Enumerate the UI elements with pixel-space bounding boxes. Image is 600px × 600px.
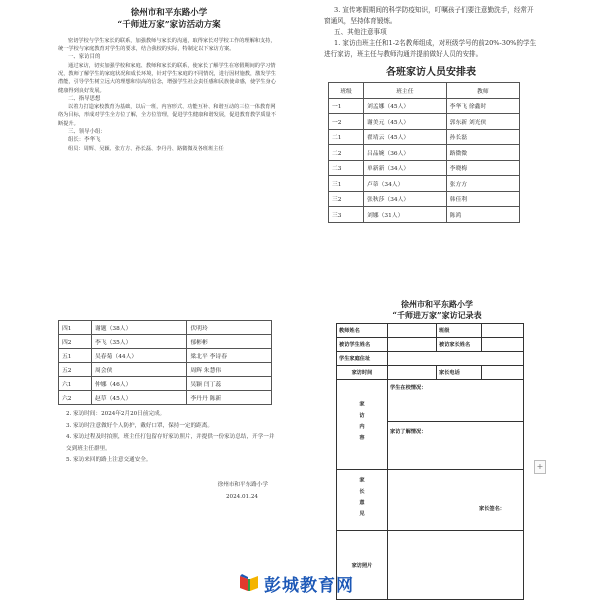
cell-teacher: 伏明玲 [187, 321, 272, 335]
form-title: “千师进万家”家访记录表 [392, 310, 482, 320]
value-student-name[interactable] [388, 338, 437, 352]
cell-class: 一2 [329, 114, 364, 130]
section-guideline-heading: 二、指导思想 [68, 95, 101, 102]
header-homeroom: 班主任 [364, 83, 447, 99]
cell-teacher: 韩佳利 [446, 191, 519, 207]
record-form-page [330, 297, 544, 597]
item-5: 5. 家访来回的路上注意交通安全。 [66, 457, 152, 463]
schedule-continued-page [58, 312, 280, 558]
record-form-table [336, 323, 524, 600]
cell-class: 二1 [329, 129, 364, 145]
table-row [59, 349, 272, 363]
value-teacher-name[interactable] [388, 324, 437, 338]
plan-title: “千师进万家”家访活动方案 [117, 20, 221, 30]
item-2: 2. 家访时间：2024年2月20日前完成。 [66, 411, 166, 417]
cell-teacher: 陈鸿 [446, 207, 519, 223]
header-teacher: 教师 [446, 83, 519, 99]
site-logo[interactable] [238, 571, 364, 595]
item-3: 3. 家访时注意做好个人防护，戴好口罩，保持一定的距离。 [66, 422, 213, 429]
table-row [59, 377, 272, 391]
section-notes-heading: 五、其他注意事项 [334, 28, 387, 36]
cell-class: 二3 [329, 160, 364, 176]
cell-homeroom: 刘娜（31人） [364, 207, 447, 223]
cell-class: 五2 [59, 363, 92, 377]
cell-class: 四1 [59, 321, 92, 335]
cell-homeroom: 刘孟娜（45人） [364, 98, 447, 114]
members-line: 组员：周辉、吴颖、张方方、孙长磊、李丹丹、路微微及各班班主任 [68, 145, 224, 152]
label-photo: 家访照片 [337, 531, 388, 600]
cell-class: 五1 [59, 349, 92, 363]
label-address: 学生家庭住址 [337, 352, 388, 366]
cell-teacher: 路微微 [446, 145, 519, 161]
label-teacher-name: 教师姓名 [337, 324, 388, 338]
school-status-label: 学生在校情况： [390, 385, 427, 391]
table-row [329, 176, 520, 192]
cell-class: 六1 [59, 377, 92, 391]
table-row [329, 207, 520, 223]
cell-homeroom: 谢美元（45人） [364, 114, 447, 130]
table-row [59, 391, 272, 405]
cell-class: 三1 [329, 176, 364, 192]
intro-paragraph: 密切学校与学生家长的联系，加强教师与家长的沟通，取得家长对学校工作的理解和支持，统一学校与家庭教育对学生的要求，结合我校的实际，特制定以下家访方案。 [58, 38, 276, 53]
label-student-name: 被访学生姓名 [337, 338, 388, 352]
cell-homeroom: 仲娜（46人） [92, 377, 187, 391]
header-class: 班级 [329, 83, 364, 99]
book-logo-icon [238, 573, 260, 593]
table-row [59, 321, 272, 335]
cell-teacher: 郁彬彬 [187, 335, 272, 349]
schedule-table [328, 82, 520, 223]
table-row [329, 98, 520, 114]
cell-teacher: 吴颖 闫丁蕊 [187, 377, 272, 391]
value-visit-time[interactable] [388, 366, 437, 380]
label-visit-time: 家访时间 [337, 366, 388, 380]
cell-homeroom: 谢题（38人） [92, 321, 187, 335]
section-purpose-body: 通过家访，切实加强学校和家庭、教师和家长的联系，使家长了解学生在寒假期间的学习情况，教师了解学生的家庭状况和成长环境，针对学生家庭的不同情况，进行因材施教，激发学生潜能，引导学生树立远大的理想和崇高的信念，增强学生社会责任感和民族使命感，使学生身心健康得到良好发展。 [58, 62, 276, 94]
label-parent-name: 被访家长姓名 [437, 338, 482, 352]
table-row [59, 335, 272, 349]
cell-class: 二2 [329, 145, 364, 161]
table-row [329, 129, 520, 145]
table-row [329, 160, 520, 176]
cell-teacher: 孙长磊 [446, 129, 519, 145]
school-name: 徐州市和平东路小学 [130, 8, 208, 18]
section-purpose-heading: 一、家访目的 [68, 54, 101, 61]
cell-class: 三2 [329, 191, 364, 207]
label-visit-content [337, 380, 388, 470]
value-address[interactable] [388, 352, 524, 366]
logo-text: 彭城教育网 [264, 575, 354, 596]
cell-homeroom: 单新新（34人） [364, 160, 447, 176]
add-row-button[interactable]: + [534, 460, 546, 474]
label-class: 班级 [437, 324, 482, 338]
leader-line: 组长：李华飞 [68, 137, 101, 144]
cell-homeroom: 卢蒂（34人） [364, 176, 447, 192]
item-3: 3. 宣传寒假期间的科学防疫知识，叮嘱孩子们要注意勤洗手，经常开窗通风，坚持体育锻炼。 [324, 6, 534, 25]
cell-teacher: 李华飞 徐鑫时 [446, 98, 519, 114]
home-status-cell[interactable] [388, 422, 524, 470]
cell-homeroom: 吴春菊（44人） [92, 349, 187, 363]
schedule-table-continued [58, 320, 272, 405]
cell-teacher: 郭东新 刘光侠 [446, 114, 519, 130]
value-parent-phone[interactable] [482, 366, 524, 380]
signature-school: 徐州市和平东路小学 [217, 481, 268, 488]
table-row [329, 114, 520, 130]
table-row [329, 145, 520, 161]
section-leaders-heading: 三、领导小组： [68, 128, 106, 135]
label-parent-opinion [337, 470, 388, 531]
table-row [59, 363, 272, 377]
home-status-label: 家访了解情况： [390, 429, 427, 435]
photo-cell[interactable] [388, 531, 524, 600]
parent-opinion-label: 家长意见 [358, 476, 365, 522]
signature-date: 2024.01.24 [225, 493, 258, 500]
schedule-table-title: 各班家访人员安排表 [386, 67, 476, 78]
cell-homeroom: 张秋莎（34人） [364, 191, 447, 207]
cell-teacher: 周辉 朱慧伟 [187, 363, 272, 377]
item-1: 1. 家访由班主任和1-2名教师组成，对班级学号的前20%-30%的学生进行家访，班主任与教师沟通并提前做好人员的安排。 [324, 39, 537, 58]
cell-teacher: 李丹丹 陈新 [187, 391, 272, 405]
cell-homeroom: 翟靖云（45人） [364, 129, 447, 145]
cell-homeroom: 李飞（35人） [92, 335, 187, 349]
cell-homeroom: 赵草（45人） [92, 391, 187, 405]
item-4: 4. 家访过程及时拍照，班主任打包留存好家访照片，并提供一份家访总结，开学一并交到班主任群里。 [66, 434, 275, 452]
label-parent-phone: 家长电话 [437, 366, 482, 380]
cell-class: 六2 [59, 391, 92, 405]
cell-teacher: 张方方 [446, 176, 519, 192]
plan-page [58, 5, 280, 295]
form-school-name: 徐州市和平东路小学 [401, 299, 473, 309]
parent-sign-label: 家长签名： [479, 506, 505, 512]
cell-class: 四2 [59, 335, 92, 349]
cell-class: 三3 [329, 207, 364, 223]
visit-content-label: 家访内容 [358, 401, 365, 446]
value-parent-name[interactable] [482, 338, 524, 352]
section-guideline-body: 以着力打造家校教育为基础，以后一班，内容形式、功能互补、和谐互动的三位一体教育网络为目标，形成对学生全方位了解，全方位管理，促进学生健康和谐发展，促进教育教学质量不断提升。 [58, 104, 276, 127]
table-header-row [329, 83, 520, 99]
school-status-cell[interactable] [388, 380, 524, 422]
cell-homeroom: 吕品婉（36人） [364, 145, 447, 161]
cell-class: 一1 [329, 98, 364, 114]
cell-teacher: 梁北平 李诗春 [187, 349, 272, 363]
table-row [329, 191, 520, 207]
cell-teacher: 李晓梅 [446, 160, 519, 176]
parent-opinion-cell[interactable] [388, 470, 524, 531]
value-class[interactable] [482, 324, 524, 338]
cell-homeroom: 周会侠 [92, 363, 187, 377]
schedule-page [318, 5, 544, 283]
